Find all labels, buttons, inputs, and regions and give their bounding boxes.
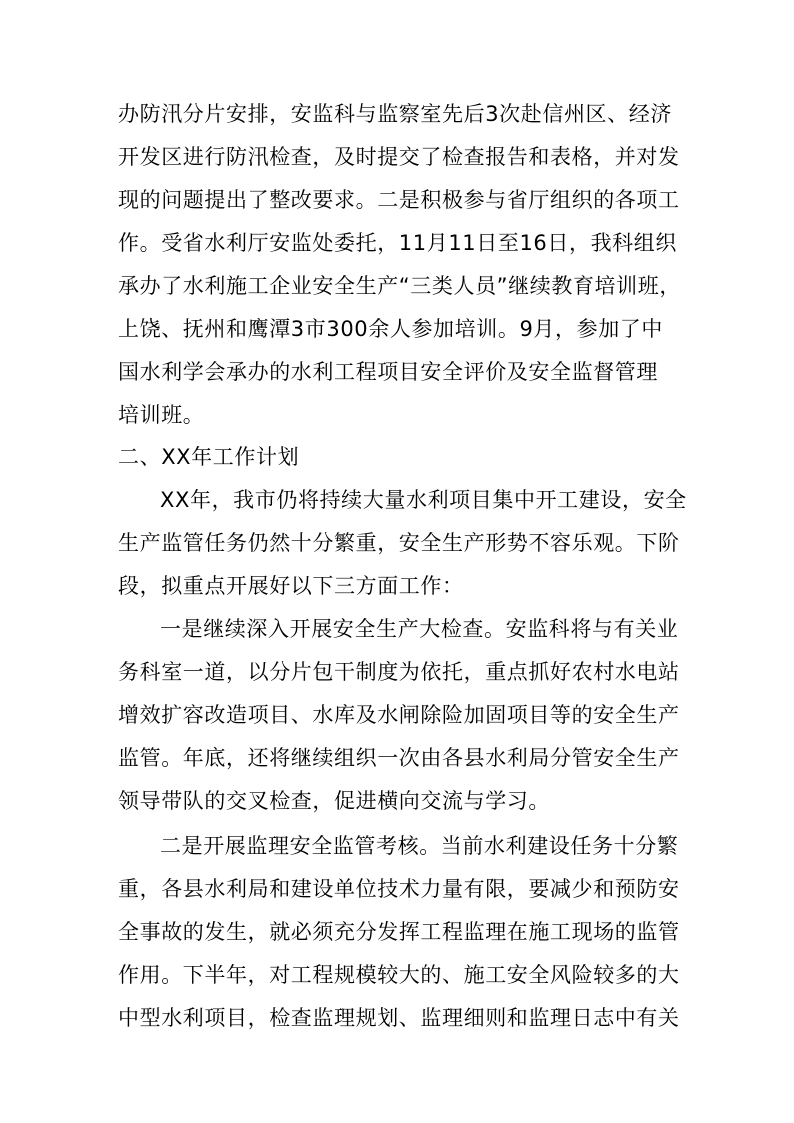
text-line: 增效扩容改造项目、水库及水闸除险加固项目等的安全生产 [118,703,680,727]
text-line: 作用。下半年，对工程规模较大的、施工安全风险较多的大 [118,963,680,987]
text-line: 国水利学会承办的水利工程项目安全评价及安全监督管理 [118,360,658,384]
text-line: 开发区进行防汛检查，及时提交了检查报告和表格，并对发 [118,145,680,169]
text-line: 重，各县水利局和建设单位技术力量有限，要减少和预防安 [118,877,680,901]
text-line: 段，拟重点开展好以下三方面工作： [118,574,464,598]
text-line: 承办了水利施工企业安全生产“三类人员”继续教育培训班， [118,274,681,298]
text-line: 务科室一道，以分片包干制度为依托，重点抓好农村水电站 [118,660,680,684]
text-line: 上饶、抚州和鹰潭3市300余人参加培训。9月，参加了中 [118,317,664,341]
text-line: 监管。年底，还将继续组织一次由各县水利局分管安全生产 [118,746,680,770]
text-line: 二是开展监理安全监管考核。当前水利建设任务十分繁 [160,834,679,858]
text-line: 全事故的发生，就必须充分发挥工程监理在施工现场的监管 [118,920,680,944]
text-line: 一是继续深入开展安全生产大检查。安监科将与有关业 [160,617,679,641]
text-line: 现的问题提出了整改要求。二是积极参与省厅组织的各项工 [118,188,680,212]
text-line: 培训班。 [118,403,205,427]
text-line: 作。受省水利厅安监处委托，11月11日至16日，我科组织 [118,231,677,255]
text-line: 领导带队的交叉检查，促进横向交流与学习。 [118,789,550,813]
text-line: XX年，我市仍将持续大量水利项目集中开工建设，安全 [160,488,687,512]
text-line: 办防汛分片安排，安监科与监察室先后3次赴信州区、经济 [118,102,672,126]
section-heading: 二、XX年工作计划 [118,445,300,469]
text-line: 中型水利项目，检查监理规划、监理细则和监理日志中有关 [118,1006,680,1030]
text-line: 生产监管任务仍然十分繁重，安全生产形势不容乐观。下阶 [118,531,680,555]
